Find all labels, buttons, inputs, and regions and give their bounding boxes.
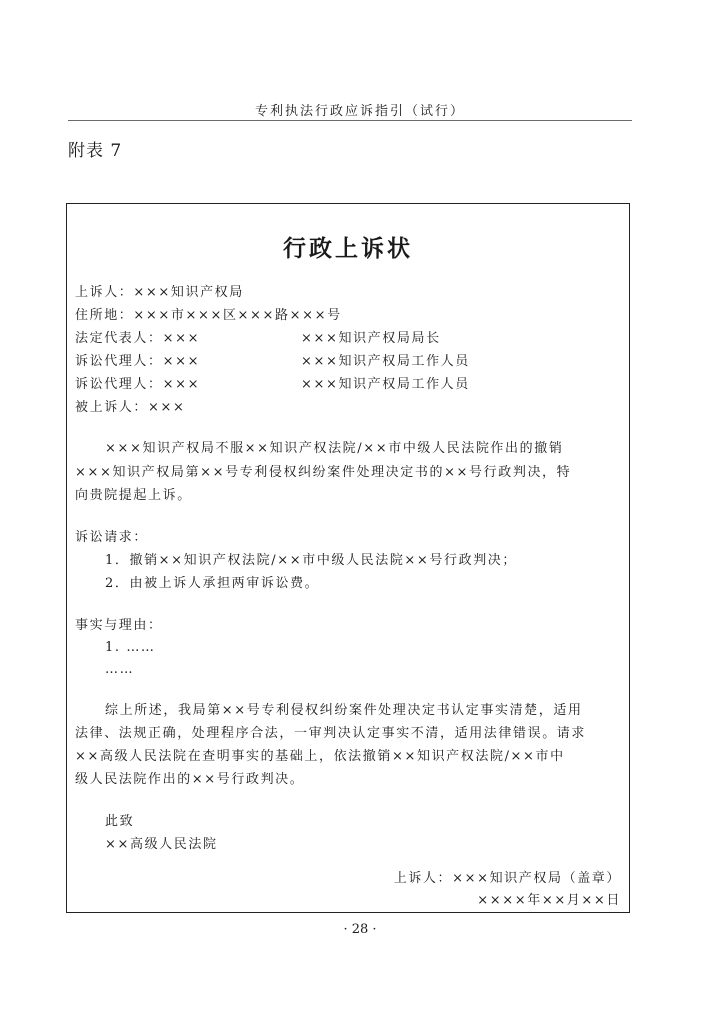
party-note: ×××知识产权局局长 [301,331,441,346]
signature-line: 上诉人：×××知识产权局（盖章） [393,871,621,886]
party-value: ××× [148,400,186,415]
party-note: ×××知识产权局工作人员 [301,377,470,392]
party-label: 法定代表人： [75,331,163,346]
conclusion-line: 综上所述，我局第××号专利侵权纠纷案件处理决定书认定事实清楚，适用 [105,703,583,718]
conclusion-line: ××高级人民法院在查明事实的基础上，依法撤销××知识产权法院/××市中 [75,749,565,764]
intro-line: ×××知识产权局不服××知识产权法院/××市中级人民法院作出的撤销 [105,441,564,456]
conclusion-line: 法律、法规正确，处理程序合法，一审判决认定事实不清，适用法律错误。请求 [75,726,587,741]
header-divider [68,120,632,121]
intro-line: 向贵院提起上诉。 [75,488,192,503]
party-note: ×××知识产权局工作人员 [301,354,470,369]
party-value: ××× [162,331,201,346]
closing-salutation: 此致 [105,814,135,829]
party-value: ××× [162,354,201,369]
party-label: 住所地： [75,308,134,323]
facts-heading: 事实与理由： [75,618,163,633]
party-row [75,331,615,347]
page-number: · 28 · [343,922,377,937]
party-row [75,285,244,301]
party-row [75,308,342,324]
claim-item: 1．撤销××知识产权法院/××市中级人民法院××号行政判决； [105,553,518,568]
fact-item: 1. …… [105,640,156,655]
claim-item: 2．由被上诉人承担两审诉讼费。 [105,576,320,591]
intro-line: ×××知识产权局第××号专利侵权纠纷案件处理决定书的××号行政判决，特 [75,465,572,480]
conclusion-line: 级人民法院作出的××号行政判决。 [75,772,305,787]
party-row [75,377,615,393]
party-label: 被上诉人： [75,400,149,415]
document-title: 行政上诉状 [283,235,413,262]
date-line: ××××年××月××日 [477,893,621,908]
party-row [75,400,186,416]
party-label: 诉讼代理人： [75,354,163,369]
fact-item: …… [105,662,135,677]
party-value: ×××市×××区×××路×××号 [133,308,342,323]
appeal-form [66,203,630,913]
party-row [75,354,615,370]
running-header: 专利执法行政应诉指引（试行） [254,104,465,119]
party-value: ×××知识产权局 [133,285,244,300]
party-value: ××× [162,377,201,392]
appendix-label: 附表 7 [68,141,123,161]
addressee: ××高级人民法院 [105,837,218,852]
party-label: 上诉人： [75,285,134,300]
claims-heading: 诉讼请求： [75,530,149,545]
party-label: 诉讼代理人： [75,377,163,392]
